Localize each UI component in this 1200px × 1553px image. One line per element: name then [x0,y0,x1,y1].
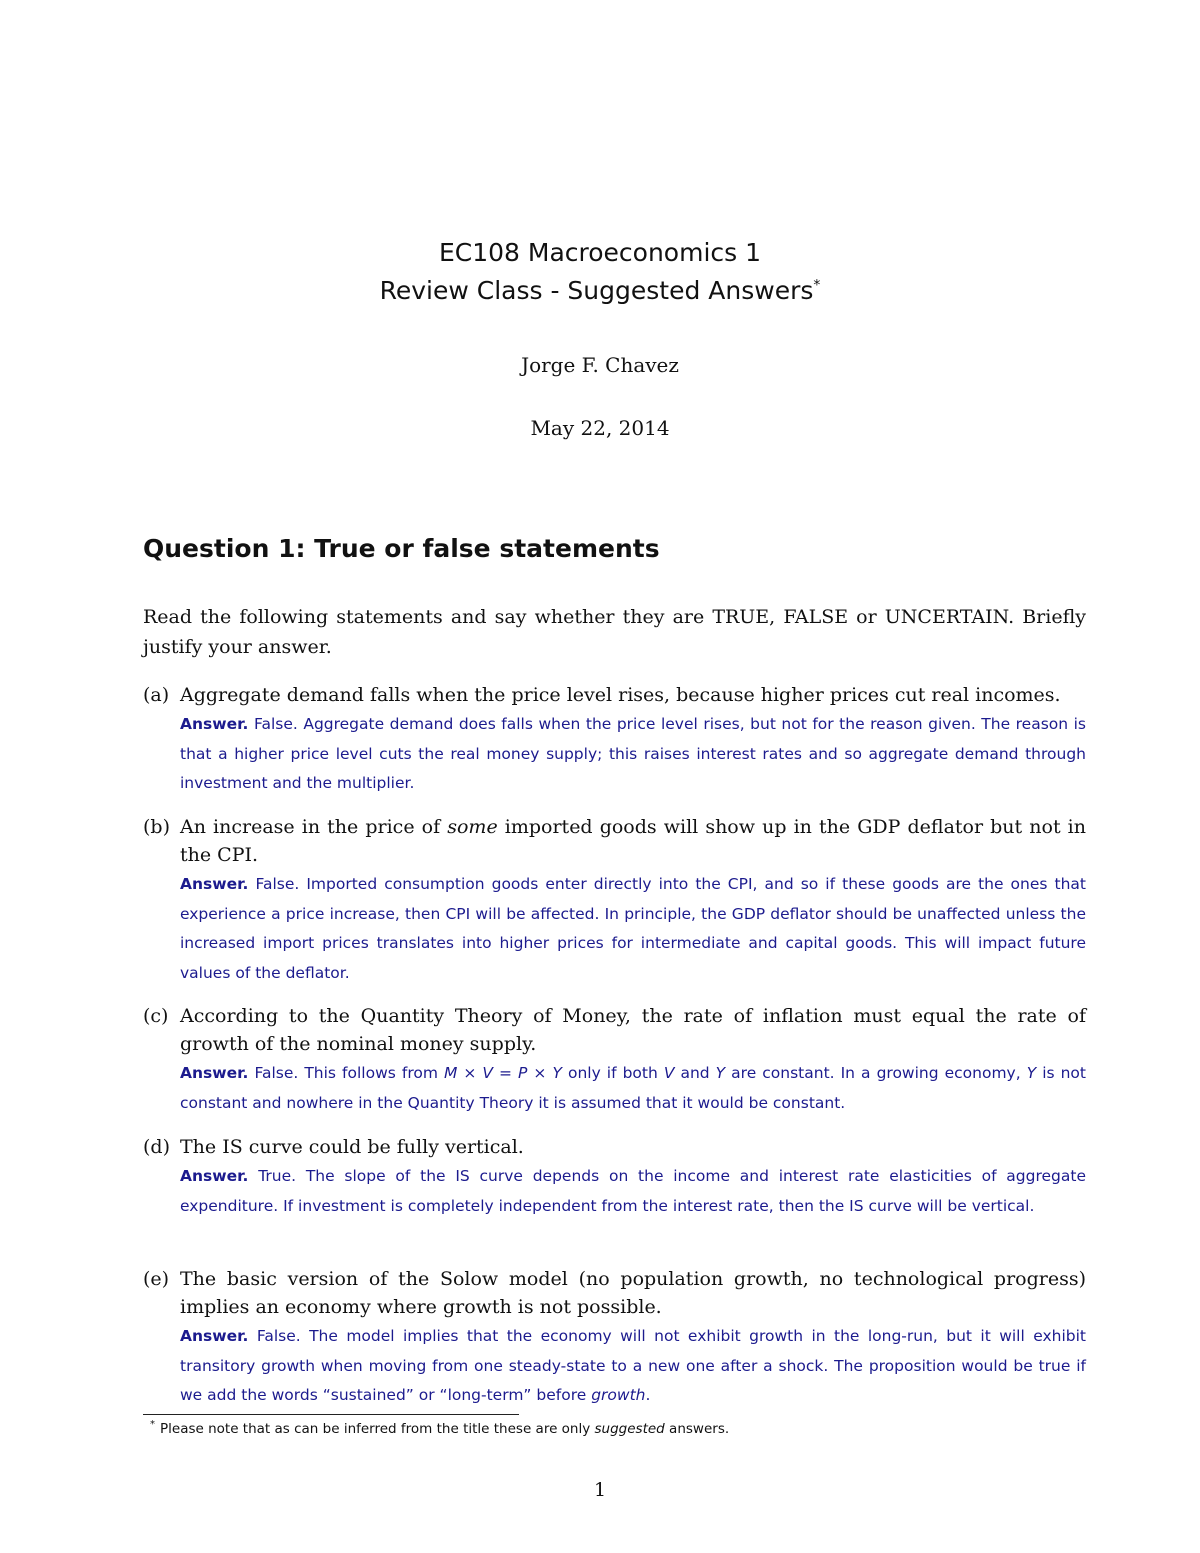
footnote: Please note that as can be inferred from the title these are only suggested answers. [160,1421,730,1437]
item-label: (a) [143,684,170,706]
item-statement: According to the Quantity Theory of Money, the rate of inflation must equal the rate of growth of the nominal money supply. [180,1005,1086,1055]
emphasis: some [447,816,498,838]
item-label: (e) [143,1268,170,1290]
list-item [143,1265,1086,1411]
footnote-mark: * [150,1419,155,1430]
section-heading: Question 1: True or false statements [143,534,660,563]
list-item [143,1133,1086,1221]
item-answer [180,710,1086,799]
footnote-marker: * [813,277,821,294]
item-label: (b) [143,816,170,838]
list-item [143,1002,1086,1118]
answer-text: True. The slope of the IS curve depends on the income and interest rate elasticities of aggregate expenditure. If investment is completely independent from the interest rate, then the IS curve will be vertical. [180,1167,1086,1215]
answer-text: False. Aggregate demand does falls when the price level rises, but not for the reason given. The reason is that a higher price level cuts the real money supply; this raises interest rates and so aggregate demand through investment and the multiplier. [180,715,1086,793]
answer-label: Answer. [180,1064,249,1082]
date: May 22, 2014 [530,416,670,440]
item-answer: Answer. False. The model implies that the economy will not exhibit growth in the long-run, but it will exhibit transitory growth when moving from one steady-state to a new one after a shock. The proposition would be true if we add the words “sustained” or “long-term” before growth. [180,1327,1086,1405]
item-answer: Answer. False. This follows from M × V = P × Y only if both V and Y are constant. In a growing economy, Y is not constant and nowhere in the Quantity Theory it is assumed that it would be constant. [180,1064,1086,1112]
answer-text: False. Imported consumption goods enter directly into the CPI, and so if these goods are the ones that experience a price increase, then CPI will be affected. In principle, the GDP deflator should be unaffected unless the increased import prices translates into higher prices for intermediate and capital goods. This will impact future values of the deflator. [180,875,1086,982]
footnote-rule [143,1414,519,1415]
document-title: EC108 Macroeconomics 1 [438,238,762,267]
list-item [143,813,1086,988]
item-answer [180,870,1086,988]
item-statement: An increase in the price of some imported goods will show up in the GDP deflator but not in the CPI. [180,816,1086,866]
item-answer [180,1162,1086,1221]
answer-label: Answer. [180,1167,249,1185]
answer-label: Answer. [180,875,249,893]
answer-label: Answer. [180,715,249,733]
equation: M × V = P × Y [443,1064,562,1082]
item-label: (c) [143,1005,169,1027]
answer-label: Answer. [180,1327,249,1345]
item-statement: Aggregate demand falls when the price level rises, because higher prices cut real incomes. [180,684,1061,706]
section-intro: Read the following statements and say whether they are TRUE, FALSE or UNCERTAIN. Briefly justify your answer. [143,606,1086,658]
author: Jorge F. Chavez [521,353,679,377]
item-label: (d) [143,1136,170,1158]
document-subtitle: Review Class - Suggested Answers* [379,276,821,305]
item-statement: The basic version of the Solow model (no population growth, no technological progress) implies an economy where growth is not possible. [180,1268,1086,1318]
emphasis: growth [591,1386,646,1405]
item-statement: The IS curve could be fully vertical. [180,1136,524,1158]
list-item [143,681,1086,799]
page-number: 1 [593,1479,607,1501]
